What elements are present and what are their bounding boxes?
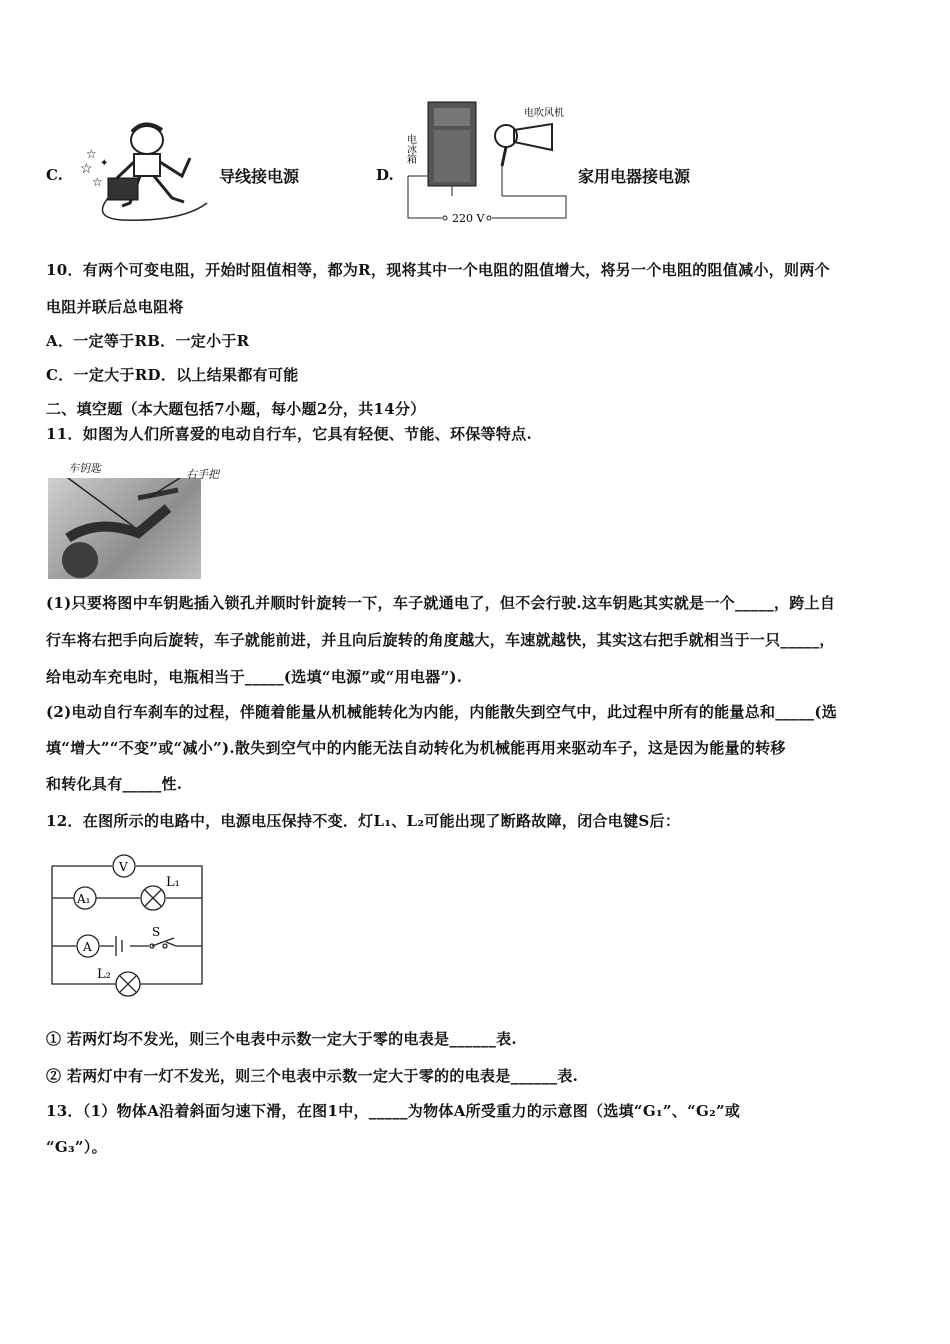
option-c-letter: C. [46,166,63,184]
option-d-caption: 家用电器接电源 [578,167,691,186]
electric-bike-photo [48,478,201,579]
section2-title: 二、填空题（本大题包括7小题，每小题2分，共14分） [46,400,426,418]
appliance-circuit-figure [402,96,582,228]
meter-v-label: V [119,860,128,874]
q11-part1-line2: 行车将右把手向后旋转，车子就能前进，并且向后旋转的角度越大，车速就越快，其实这右把手就相当于一只_____， [46,631,835,649]
circuit-diagram [44,852,209,1002]
lamp-l1-label: L₁ [166,875,180,890]
q10-options-cd: C．一定大于RD．以上结果都有可能 [46,366,299,384]
bike-key-label: 车钥匙 [68,462,101,475]
svg-text:✦: ✦ [100,158,109,169]
svg-text:☆: ☆ [92,175,103,189]
q11-part2-line3: 和转化具有_____性. [46,775,183,793]
q11-stem: 11．如图为人们所喜爱的电动自行车，它具有轻便、节能、环保等特点. [46,425,532,443]
fridge-label: 电冰箱 [404,134,416,164]
q10-stem-line1: 10．有两个可变电阻，开始时阻值相等，都为R，现将其中一个电阻的阻值增大，将另一个电阻的阻值减小，则两个 [46,261,830,279]
q10-stem-line2: 电阻并联后总电阻将 [46,298,184,316]
lamp-l2-label: L₂ [97,967,111,982]
q13-line2: “G₃”）。 [46,1138,107,1156]
option-d-letter: D. [376,166,394,184]
option-c-caption: 导线接电源 [219,167,300,186]
meter-a-label: A [83,940,92,954]
q11-part2-line2: 填“增大”“不变”或“减小”).散失到空气中的内能无法自动转化为机械能再用来驱动车子，这是因为能量的转移 [46,739,786,757]
bike-handle-label: 右手把 [186,468,219,481]
meter-a1-label: A₁ [77,892,91,906]
q12-item1: ① 若两灯均不发光，则三个电表中示数一定大于零的电表是______表. [46,1030,517,1048]
q10-options-ab: A．一定等于RB．一定小于R [46,332,250,350]
q12-stem: 12．在图所示的电路中，电源电压保持不变．灯L₁、L₂可能出现了断路故障，闭合电键S后： [46,812,681,830]
q11-part1-line1: (1)只要将图中车钥匙插入锁孔并顺时针旋转一下，车子就通电了，但不会行驶.这车钥匙其实就是一个_____，跨上自 [46,594,836,612]
dryer-label: 电吹风机 [524,108,564,119]
q11-part1-line3: 给电动车充电时，电瓶相当于_____(选填“电源”或“用电器”). [46,668,463,686]
q11-part2-line1: (2)电动自行车刹车的过程，伴随着能量从机械能转化为内能，内能散失到空气中，此过程中所有的能量总和_____(选 [46,703,838,721]
q12-item2: ② 若两灯中有一灯不发光，则三个电表中示数一定大于零的的电表是______表. [46,1067,579,1085]
voltage-label: 220 V [452,212,485,225]
svg-text:☆: ☆ [80,161,93,177]
boy-wire-illustration [72,118,212,226]
switch-s-label: S [152,925,161,939]
q13-line1: 13．（1）物体A沿着斜面匀速下滑，在图1中，_____为物体A所受重力的示意图（选填“G₁”、“G₂”或 [46,1102,741,1120]
svg-text:☆: ☆ [86,147,97,161]
